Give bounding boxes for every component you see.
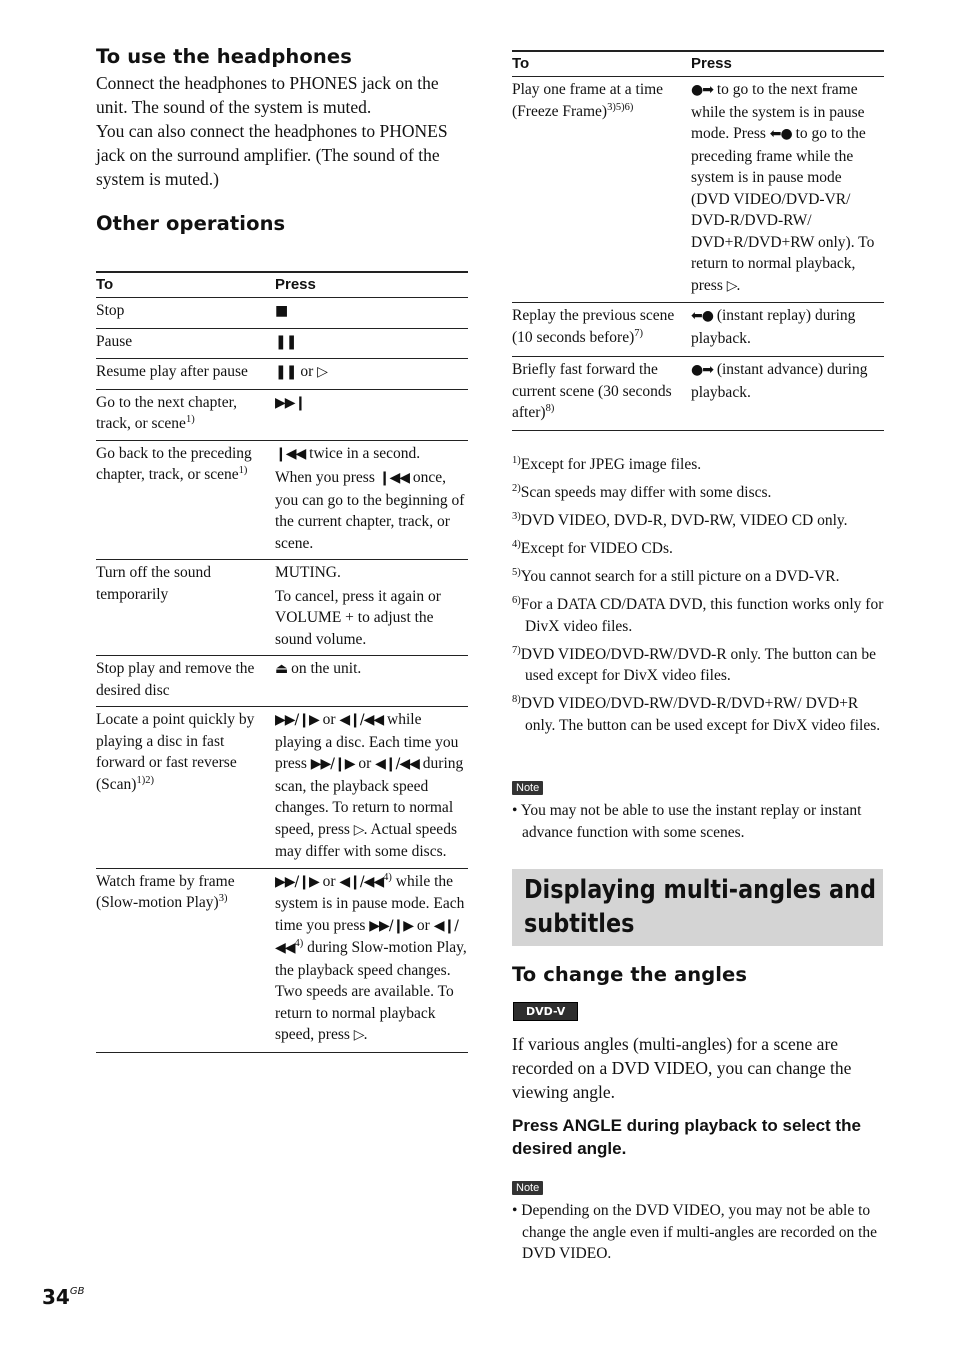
- row-freeze-press: [691, 77, 884, 303]
- play-icon: ▷: [726, 277, 737, 294]
- headphones-paragraph-1: Connect the headphones to PHONES jack on the unit. The sound of the system is muted.: [96, 73, 439, 117]
- advance-text: (instant advance) during playback.: [691, 361, 868, 401]
- previous-icon: ❙◀◀: [275, 445, 306, 462]
- play-icon: ▷: [353, 1027, 364, 1043]
- note-badge: Note: [512, 1181, 543, 1195]
- section-title: Displaying multi-angles and subtitles: [524, 875, 877, 939]
- footnote-item: [512, 538, 884, 560]
- footnotes: [512, 454, 884, 743]
- fast-forward-icon: ▶▶/❙▶: [310, 756, 355, 772]
- page-number: [42, 1285, 84, 1309]
- table-row: [96, 560, 468, 656]
- footnote-number: 6): [512, 594, 521, 606]
- slow-text-2: during Slow-motion Play, the playback speed changes. Two speeds are available. To return to normal playback speed, press: [275, 939, 467, 1043]
- table-header-row: [512, 51, 884, 77]
- table-row: [512, 357, 884, 431]
- pause-icon: ❚❚: [275, 364, 297, 380]
- slow-reverse-icon: ◀❙/◀◀: [339, 873, 384, 890]
- row-slow-press: [275, 868, 468, 1052]
- footnote-ref: 7): [634, 327, 643, 339]
- row-back-text: Go back to the preceding chapter, track, or scene: [96, 444, 252, 483]
- footnote-item: [512, 594, 884, 637]
- table-row: [96, 707, 468, 869]
- or-text: or: [300, 363, 314, 380]
- next-frame-icon: ●➡: [691, 82, 713, 98]
- row-freeze-text: Play one frame at a time (Freeze Frame): [512, 81, 664, 120]
- slow-text-1: while the system is in pause mode. Each time you press: [275, 872, 465, 934]
- row-slow-text: Watch frame by frame (Slow-motion Play): [96, 872, 235, 911]
- back-text-2a: When you press: [275, 469, 375, 486]
- slow-reverse-icon: ◀❙/◀◀: [275, 917, 458, 956]
- eject-icon: ⏏: [275, 661, 288, 677]
- footnote-ref: 8): [545, 402, 555, 414]
- row-next-to: [96, 389, 275, 440]
- back-text-1: twice in a second.: [309, 444, 421, 462]
- table-row: [96, 298, 468, 329]
- footnote-item: [512, 693, 884, 736]
- note-badge: Note: [512, 781, 543, 795]
- fast-reverse-icon: ◀❙/◀◀: [339, 712, 384, 728]
- row-mute-to: Turn off the sound temporarily: [96, 564, 211, 603]
- or-text: or: [358, 755, 372, 772]
- instant-replay-icon: ⬅●: [691, 308, 713, 324]
- fast-forward-icon: ▶▶/❙▶: [275, 712, 319, 728]
- freeze-text-2: to go to the preceding frame while the system is in pause mode (DVD VIDEO/DVD-VR/ DVD-R/DVD-RW/ DVD+R/DVD+RW only). To return to normal playback, press: [691, 125, 875, 294]
- dvd-v-badge: DVD-V: [513, 1002, 578, 1021]
- table-row: [96, 440, 468, 560]
- row-pause-to: Pause: [96, 332, 133, 350]
- footnote-text: Except for JPEG image files.: [520, 456, 702, 473]
- other-operations-heading: Other operations: [96, 212, 286, 235]
- pause-icon: ❚❚: [275, 333, 297, 350]
- footnote-item: [512, 510, 884, 532]
- eject-text: on the unit.: [291, 660, 362, 677]
- back-text-2b: once, you can go to the beginning of the current chapter, track, or scene.: [275, 469, 465, 552]
- row-scan-to: [96, 707, 275, 869]
- or-text: or: [416, 916, 430, 934]
- footnote-item: [512, 454, 884, 476]
- footnote-number: 7): [512, 644, 521, 656]
- note-text: • Depending on the DVD VIDEO, you may not be able to change the angle even if multi-angles are recorded on the DVD VIDEO.: [512, 1202, 878, 1262]
- row-scan-text: Locate a point quickly by playing a disc in fast forward or fast reverse (Scan): [96, 711, 255, 793]
- footnote-text: Scan speeds may differ with some discs.: [520, 484, 772, 501]
- note-instant: [512, 778, 884, 843]
- footnote-ref: 3)5)6): [607, 101, 634, 113]
- footnote-text: DVD VIDEO/DVD-RW/DVD-R only. The button can be used except for DivX video files.: [520, 645, 877, 684]
- col-header-press: Press: [275, 276, 316, 293]
- footnote-ref: 4): [294, 937, 304, 949]
- instant-advance-icon: ●➡: [691, 362, 713, 378]
- play-icon: ▷: [317, 364, 327, 380]
- table-row: [96, 359, 468, 390]
- row-replay-to: [512, 303, 691, 357]
- table-row: [512, 77, 884, 303]
- section-banner: [512, 869, 883, 946]
- table-row: [512, 303, 884, 357]
- row-advance-text: Briefly fast forward the current scene (30 seconds after): [512, 361, 672, 421]
- row-resume-to: Resume play after pause: [96, 363, 248, 380]
- page-number-value: 34: [42, 1285, 70, 1309]
- footnote-ref: 1): [238, 464, 248, 476]
- row-eject-to: Stop play and remove the desired disc: [96, 660, 255, 699]
- headphones-paragraph-2: You can also connect the headphones to PHONES jack on the surround amplifier. (The sound of the system is muted.): [96, 121, 448, 189]
- table-row: [96, 868, 468, 1052]
- or-text: or: [322, 711, 336, 728]
- row-next-text: Go to the next chapter, track, or scene: [96, 393, 237, 432]
- next-icon: ▶▶❙: [275, 394, 306, 411]
- footnote-number: 4): [512, 538, 521, 550]
- col-header-to: To: [512, 55, 530, 72]
- footnote-number: 3): [512, 510, 521, 522]
- slow-forward-icon: ▶▶/❙▶: [369, 917, 414, 934]
- footnote-ref: 3): [218, 892, 228, 904]
- row-replay-text: Replay the previous scene (10 seconds before): [512, 307, 675, 346]
- col-header-press: Press: [691, 55, 732, 72]
- footnote-ref: 1): [185, 413, 195, 425]
- scan-text-3: . Actual speeds may differ with some discs.: [275, 820, 457, 860]
- frame-operations-table: [512, 50, 884, 431]
- freeze-text-3: .: [736, 276, 741, 294]
- footnote-text: You cannot search for a still picture on a DVD-VR.: [520, 568, 840, 585]
- footnote-number: 8): [512, 693, 521, 705]
- footnote-number: 1): [512, 454, 521, 466]
- headphones-heading: To use the headphones: [96, 45, 352, 68]
- mute-text-1: MUTING.: [275, 564, 341, 581]
- row-back-to: [96, 440, 275, 560]
- footnote-text: DVD VIDEO/DVD-RW/DVD-R/DVD+RW/ DVD+R only. The button can be used except for DivX video files.: [520, 695, 881, 734]
- row-scan-press: [275, 707, 468, 869]
- footnote-number: 2): [512, 482, 521, 494]
- row-advance-to: [512, 357, 691, 431]
- footnote-item: [512, 644, 884, 687]
- table-row: [96, 389, 468, 440]
- footnote-item: [512, 482, 884, 504]
- angles-instruction: Press ANGLE during playback to select the desired angle.: [512, 1116, 861, 1158]
- previous-icon: ❙◀◀: [378, 470, 410, 486]
- headphones-section: [96, 45, 468, 191]
- footnote-text: DVD VIDEO, DVD-R, DVD-RW, VIDEO CD only.: [520, 512, 848, 529]
- scan-text-1: while playing a disc. Each time you press: [275, 711, 459, 772]
- other-operations-table: [96, 271, 468, 1053]
- angles-paragraph: If various angles (multi-angles) for a scene are recorded on a DVD VIDEO, you can change the viewing angle.: [512, 1034, 852, 1102]
- table-row: [96, 328, 468, 359]
- angles-heading: To change the angles: [512, 963, 748, 986]
- note-text: • You may not be able to use the instant replay or instant advance function with some scenes.: [512, 802, 862, 841]
- row-freeze-to: [512, 77, 691, 303]
- freeze-text-1: to go to the next frame while the system is in pause mode. Press: [691, 81, 865, 142]
- slow-forward-icon: ▶▶/❙▶: [275, 873, 319, 890]
- table-row: [96, 656, 468, 707]
- or-text: or: [322, 872, 336, 890]
- table-header-row: [96, 272, 468, 298]
- footnote-item: [512, 566, 884, 588]
- scan-text-2: during scan, the playback speed changes. To return to normal speed, press: [275, 755, 464, 838]
- footnote-number: 5): [512, 566, 521, 578]
- note-angles: [512, 1178, 884, 1265]
- stop-icon: ■: [275, 303, 288, 319]
- row-slow-to: [96, 868, 275, 1052]
- replay-text: (instant replay) during playback.: [691, 307, 856, 347]
- footnote-ref: 4): [383, 871, 392, 883]
- play-icon: ▷: [353, 821, 364, 838]
- row-stop-to: Stop: [96, 302, 125, 319]
- mute-text-2: To cancel, press it again or VOLUME + to adjust the sound volume.: [275, 587, 441, 648]
- page-number-suffix: GB: [69, 1286, 85, 1297]
- footnote-ref: 1)2): [136, 774, 154, 786]
- fast-reverse-icon: ◀❙/◀◀: [375, 756, 419, 772]
- col-header-to: To: [96, 276, 114, 293]
- footnote-text: For a DATA CD/DATA DVD, this function works only for DivX video files.: [520, 596, 884, 635]
- slow-text-3: .: [363, 1026, 368, 1043]
- previous-frame-icon: ⬅●: [769, 126, 792, 142]
- footnote-text: Except for VIDEO CDs.: [520, 540, 673, 557]
